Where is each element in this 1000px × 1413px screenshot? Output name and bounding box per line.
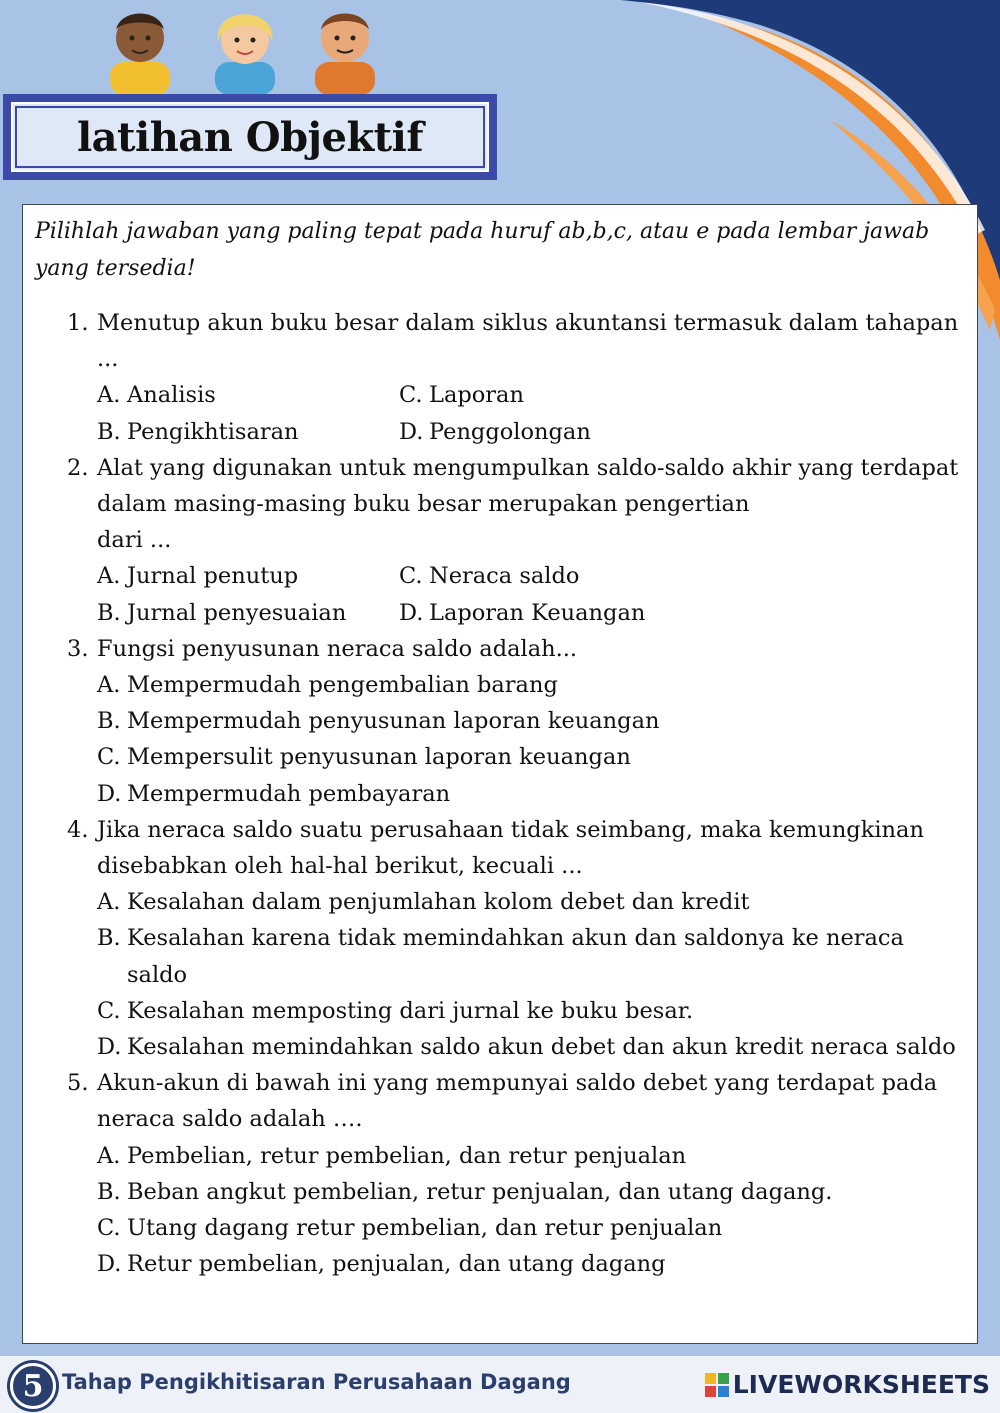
option-text: Kesalahan dalam penjumlahan kolom debet dan kredit [127, 889, 750, 916]
brand-name: LIVEWORKSHEETS [732, 1370, 990, 1399]
option-text: Retur pembelian, penjualan, dan utang dagang [127, 1251, 666, 1278]
child-middle-icon [215, 14, 275, 95]
option-text: Pembelian, retur pembelian, dan retur penjualan [127, 1142, 687, 1169]
option-letter: B. [97, 925, 121, 952]
question-number: 5. [67, 1070, 89, 1097]
option-letter: D. [399, 418, 424, 445]
option-letter: C. [97, 744, 121, 771]
option-letter: C. [97, 997, 121, 1024]
question-text: neraca saldo adalah …. [97, 1106, 363, 1133]
liveworksheets-brand[interactable] [705, 1370, 990, 1399]
question-number: 2. [67, 454, 89, 481]
option-letter: B. [97, 418, 121, 445]
question-text: Jika neraca saldo suatu perusahaan tidak seimbang, maka kemungkinan [97, 816, 924, 843]
option-text: Jurnal penyesuaian [127, 599, 347, 626]
option-text: Mempermudah penyusunan laporan keuangan [127, 708, 660, 735]
instructions: Pilihlah jawaban yang paling tepat pada huruf ab,b,c, atau e pada lembar jawab yang tersedia! [35, 219, 930, 281]
option-text-continued: saldo [127, 961, 188, 988]
title-banner [3, 94, 497, 180]
question-text: dari ... [97, 527, 172, 554]
child-right-icon [315, 14, 375, 96]
option-letter: C. [97, 1215, 121, 1241]
option-letter: A. [97, 382, 121, 409]
option-letter: A. [97, 563, 121, 590]
option-letter: C. [399, 382, 423, 409]
question-text: Fungsi penyusunan neraca saldo adalah... [97, 635, 578, 662]
option-text: Jurnal penutup [127, 563, 299, 590]
question-number: 3. [67, 635, 89, 662]
question-text: ... [97, 346, 119, 373]
option-letter: D. [97, 780, 122, 807]
option-letter: A. [97, 672, 121, 698]
page-title: latihan Objektif [76, 113, 424, 161]
option-text: Kesalahan karena tidak memindahkan akun dan saldonya ke neraca [127, 925, 904, 952]
option-text: Penggolongan [429, 418, 591, 445]
option-text: Analisis [127, 382, 216, 409]
question-text: Menutup akun buku besar dalam siklus akuntansi termasuk dalam tahapan [97, 310, 959, 336]
option-letter: D. [399, 599, 424, 626]
question-number: 4. [67, 816, 89, 843]
option-text: Laporan [429, 382, 524, 409]
option-text: Utang dagang retur pembelian, dan retur penjualan [127, 1215, 723, 1241]
option-text: Mempermudah pengembalian barang [127, 672, 558, 698]
option-letter: D. [97, 1034, 122, 1060]
option-letter: D. [97, 1251, 122, 1278]
title-inner-frame [11, 102, 489, 172]
option-text: Pengikhtisaran [127, 418, 299, 445]
option-text: Laporan Keuangan [429, 599, 646, 626]
option-letter: A. [97, 889, 121, 916]
footer [0, 1356, 1000, 1413]
question-text: Akun-akun di bawah ini yang mempunyai saldo debet yang terdapat pada [97, 1070, 938, 1097]
child-left-icon [110, 14, 170, 96]
option-letter: A. [97, 1142, 121, 1169]
children-illustration [100, 0, 400, 95]
chapter-number-badge: 5 [10, 1363, 56, 1409]
liveworksheets-logo-icon [705, 1373, 729, 1397]
option-text: Beban angkut pembelian, retur penjualan, dan utang dagang. [127, 1178, 833, 1205]
option-text: Kesalahan memposting dari jurnal ke buku besar. [127, 997, 694, 1024]
question-text: disebabkan oleh hal-hal berikut, kecuali ... [97, 853, 583, 879]
option-text: Kesalahan memindahkan saldo akun debet dan akun kredit neraca saldo [127, 1034, 956, 1060]
option-text: Mempermudah pembayaran [127, 780, 451, 807]
option-text: Neraca saldo [429, 563, 580, 590]
option-text: Mempersulit penyusunan laporan keuangan [127, 744, 631, 771]
option-letter: B. [97, 708, 121, 735]
option-letter: B. [97, 599, 121, 626]
footer-title: Tahap Pengikhitisaran Perusahaan Dagang [62, 1370, 571, 1394]
question-number: 1. [67, 310, 89, 336]
question-text: dalam masing-masing buku besar merupakan pengertian [97, 491, 750, 517]
option-letter: B. [97, 1178, 121, 1205]
question-text: Alat yang digunakan untuk mengumpulkan saldo-saldo akhir yang terdapat [97, 454, 959, 481]
option-letter: C. [399, 563, 423, 590]
question-sheet [22, 204, 978, 1344]
